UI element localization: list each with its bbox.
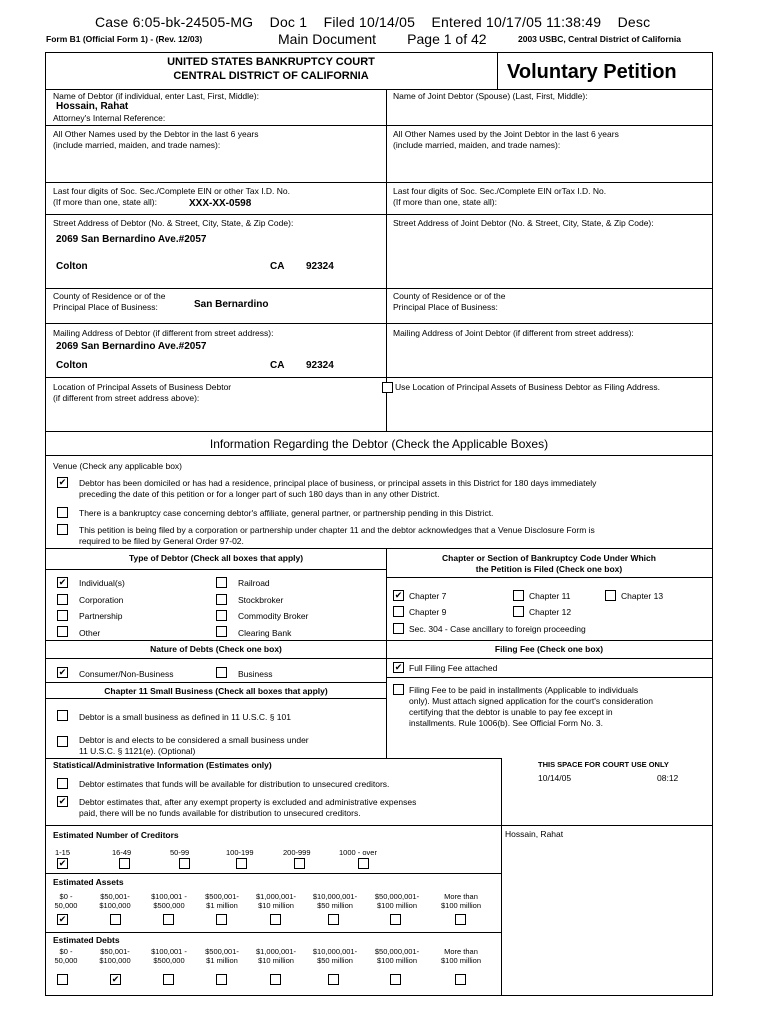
chapter-11-checkbox[interactable]: [513, 590, 524, 601]
debts-range-3: $100,001 - $500,000: [151, 947, 187, 965]
clearing-bank-checkbox[interactable]: [216, 626, 227, 637]
type-individual: Individual(s): [79, 578, 125, 588]
installment-fee-line-1: Filing Fee to be paid in installments (Applicable to individuals: [409, 685, 639, 695]
stats-checkbox-1[interactable]: [57, 778, 68, 789]
sec-304-label: Sec. 304 - Case ancillary to foreign proceeding: [409, 624, 586, 634]
type-partnership: Partnership: [79, 611, 123, 621]
mailing-label: Mailing Address of Debtor (if different from street address):: [53, 328, 274, 338]
creditors-range-4: 100-199: [226, 848, 254, 857]
sec-304-checkbox[interactable]: [393, 623, 404, 634]
debts-title: Estimated Debts: [53, 935, 120, 945]
joint-county-label-1: County of Residence or of the: [393, 291, 506, 301]
small-business-item-2b: 11 U.S.C. § 1121(e). (Optional): [79, 746, 196, 756]
venue-3-line-a: This petition is being filed by a corporation or partnership under chapter 11 and the debtor acknowledges that a Venue Disclosure Form is: [79, 525, 595, 535]
other-names-label-2: (include married, maiden, and trade names):: [53, 140, 221, 150]
stats-checkbox-2[interactable]: [57, 796, 68, 807]
venue-3-line-b: required to be filed by General Order 97-02.: [79, 536, 244, 546]
business-checkbox[interactable]: [216, 667, 227, 678]
small-business-title: Chapter 11 Small Business (Check all boxes that apply): [104, 686, 328, 696]
case-header-line2: Main Document Page 1 of 42: [278, 31, 487, 47]
debts-range-8: More than $100 million: [440, 947, 482, 965]
other-checkbox[interactable]: [57, 626, 68, 637]
debtor-type-title: Type of Debtor (Check all boxes that apply): [128, 553, 304, 563]
debtor-city[interactable]: Colton: [56, 261, 88, 272]
partnership-checkbox[interactable]: [57, 610, 68, 621]
chapter-7-checkbox[interactable]: [393, 590, 404, 601]
debtor-ssn[interactable]: XXX-XX-0598: [189, 198, 252, 209]
court-name-line2: CENTRAL DISTRICT OF CALIFORNIA: [173, 70, 369, 82]
assets-checkbox-4[interactable]: [216, 914, 227, 925]
stockbroker-checkbox[interactable]: [216, 594, 227, 605]
attorney-ref-label: Attorney's Internal Reference:: [53, 113, 166, 123]
mailing-city[interactable]: Colton: [56, 360, 88, 371]
stats-item-2b: paid, there will be no funds available for distribution to unsecured creditors.: [79, 808, 361, 818]
street-label: Street Address of Debtor (No. & Street, City, State, & Zip Code):: [53, 218, 294, 228]
court-use-date: 10/14/05: [538, 773, 572, 783]
county-label-1: County of Residence or of the: [53, 291, 166, 301]
chapter-7-label: Chapter 7: [409, 591, 447, 601]
voluntary-petition-form: [45, 52, 713, 996]
venue-checkbox-1[interactable]: [57, 477, 68, 488]
joint-other-names-label-2: (include married, maiden, and trade names):: [393, 140, 561, 150]
venue-1-line-a: Debtor has been domiciled or has had a residence, principal place of business, or principal assets in this District for 180 days immediately: [79, 478, 597, 488]
mailing-state[interactable]: CA: [270, 360, 285, 371]
debts-checkbox-3[interactable]: [163, 974, 174, 985]
assets-checkbox-7[interactable]: [390, 914, 401, 925]
creditors-range-3: 50-99: [170, 848, 190, 857]
joint-other-names-label-1: All Other Names used by the Joint Debtor in the last 6 years: [393, 129, 619, 139]
court-use-time: 08:12: [657, 773, 679, 783]
chapter-13-label: Chapter 13: [621, 591, 664, 601]
individual-checkbox[interactable]: [57, 577, 68, 588]
type-corporation: Corporation: [79, 595, 124, 605]
creditors-checkbox-5[interactable]: [294, 858, 305, 869]
debtor-county[interactable]: San Bernardino: [194, 299, 269, 310]
venue-checkbox-2[interactable]: [57, 507, 68, 518]
assets-range-2: $50,001- $100,000: [99, 892, 131, 910]
info-section-title: Information Regarding the Debtor (Check the Applicable Boxes): [209, 437, 549, 451]
debtor-zip[interactable]: 92324: [306, 261, 334, 272]
small-business-checkbox-1[interactable]: [57, 710, 68, 721]
debts-checkbox-5[interactable]: [270, 974, 281, 985]
installment-fee-line-3: certifying that the debtor is unable to pay fee except in: [409, 707, 613, 717]
assets-range-5: $1,000,001- $10 million: [255, 892, 297, 910]
joint-name-label: Name of Joint Debtor (Spouse) (Last, First, Middle):: [393, 91, 588, 101]
venue-1-line-b: preceding the date of this petition or for a longer part of such 180 days than in any other District.: [79, 489, 440, 499]
assets-range-3: $100,001 - $500,000: [151, 892, 187, 910]
debtor-name[interactable]: Hossain, Rahat: [56, 101, 129, 112]
full-fee-checkbox[interactable]: [393, 662, 404, 673]
creditors-checkbox-4[interactable]: [236, 858, 247, 869]
debts-range-2: $50,001- $100,000: [99, 947, 131, 965]
assets-checkbox-3[interactable]: [163, 914, 174, 925]
nature-title: Nature of Debts (Check one box): [150, 644, 282, 654]
debts-range-5: $1,000,001- $10 million: [255, 947, 297, 965]
debts-range-4: $500,001- $1 million: [205, 947, 239, 965]
court-use-name: Hossain, Rahat: [505, 829, 564, 839]
form-id: Form B1 (Official Form 1) - (Rev. 12/03): [46, 34, 203, 44]
creditors-range-2: 16-49: [112, 848, 132, 857]
venue-2: There is a bankruptcy case concerning debtor's affiliate, general partner, or partnership pending in this District.: [79, 508, 494, 518]
joint-county-label-2: Principal Place of Business:: [393, 302, 498, 312]
assets-checkbox-5[interactable]: [270, 914, 281, 925]
creditors-range-1: 1-15: [55, 848, 71, 857]
location-label-2: (if different from street address above):: [53, 393, 200, 403]
type-stockbroker: Stockbroker: [238, 595, 284, 605]
chapter-13-checkbox[interactable]: [605, 590, 616, 601]
mailing-street[interactable]: 2069 San Bernardino Ave.#2057: [56, 341, 207, 352]
railroad-checkbox[interactable]: [216, 577, 227, 588]
creditors-range-6: 1000 - over: [339, 848, 377, 857]
use-location-label: Use Location of Principal Assets of Business Debtor as Filing Address.: [395, 382, 661, 392]
stats-item-1: Debtor estimates that funds will be available for distribution to unsecured creditors.: [79, 779, 390, 789]
ssn-label-1: Last four digits of Soc. Sec./Complete EIN or other Tax I.D. No.: [53, 186, 291, 196]
ssn-label-2: (If more than one, state all):: [53, 197, 157, 207]
debts-checkbox-7[interactable]: [390, 974, 401, 985]
creditors-checkbox-1[interactable]: [57, 858, 68, 869]
assets-range-4: $500,001- $1 million: [205, 892, 239, 910]
chapter-12-label: Chapter 12: [529, 607, 572, 617]
joint-mailing-label: Mailing Address of Joint Debtor (if different from street address):: [393, 328, 634, 338]
joint-street-label: Street Address of Joint Debtor (No. & Street, City, State, & Zip Code):: [393, 218, 654, 228]
type-railroad: Railroad: [238, 578, 270, 588]
debts-range-7: $50,000,001- $100 million: [374, 947, 420, 965]
debts-checkbox-8[interactable]: [455, 974, 466, 985]
small-business-item-2a: Debtor is and elects to be considered a small business under: [79, 735, 309, 745]
small-business-item-1: Debtor is a small business as defined in 11 U.S.C. § 101: [79, 712, 291, 722]
type-commodity-broker: Commodity Broker: [238, 611, 309, 621]
full-fee-label: Full Filing Fee attached: [409, 663, 498, 673]
debts-checkbox-1[interactable]: [57, 974, 68, 985]
creditors-checkbox-3[interactable]: [179, 858, 190, 869]
creditors-range-5: 200-999: [283, 848, 311, 857]
chapter-9-label: Chapter 9: [409, 607, 447, 617]
installment-fee-line-4: installments. Rule 1006(b). See Official Form No. 3.: [409, 718, 604, 728]
type-clearing-bank: Clearing Bank: [238, 628, 292, 638]
other-names-label-1: All Other Names used by the Debtor in the last 6 years: [53, 129, 259, 139]
assets-checkbox-2[interactable]: [110, 914, 121, 925]
type-other: Other: [79, 628, 101, 638]
consumer-label: Consumer/Non-Business: [79, 669, 174, 679]
debts-checkbox-6[interactable]: [328, 974, 339, 985]
small-business-checkbox-2[interactable]: [57, 736, 68, 747]
assets-range-1: $0 - 50,000: [54, 892, 78, 910]
chapter-11-label: Chapter 11: [529, 591, 571, 601]
stats-item-2a: Debtor estimates that, after any exempt property is excluded and administrative expenses: [79, 797, 417, 807]
creditors-checkbox-6[interactable]: [358, 858, 369, 869]
installment-fee-checkbox[interactable]: [393, 684, 404, 695]
mailing-zip[interactable]: 92324: [306, 360, 334, 371]
debtor-street[interactable]: 2069 San Bernardino Ave.#2057: [56, 234, 207, 245]
business-label: Business: [238, 669, 273, 679]
joint-ssn-label-1: Last four digits of Soc. Sec./Complete EIN orTax I.D. No.: [393, 186, 607, 196]
assets-checkbox-8[interactable]: [455, 914, 466, 925]
venue-checkbox-3[interactable]: [57, 524, 68, 535]
court-name-line1: UNITED STATES BANKRUPTCY COURT: [167, 56, 375, 68]
chapter-12-checkbox[interactable]: [513, 606, 524, 617]
county-label-2: Principal Place of Business:: [53, 302, 158, 312]
creditors-checkbox-2[interactable]: [119, 858, 130, 869]
stats-title: Statistical/Administrative Information (Estimates only): [53, 760, 272, 770]
assets-checkbox-1[interactable]: [57, 914, 68, 925]
location-label-1: Location of Principal Assets of Business Debtor: [53, 382, 232, 392]
commodity-broker-checkbox[interactable]: [216, 610, 227, 621]
debtor-name-label: Name of Debtor (if individual, enter Last, First, Middle):: [53, 91, 259, 101]
consumer-checkbox[interactable]: [57, 667, 68, 678]
joint-ssn-label-2: (If more than one, state all):: [393, 197, 497, 207]
assets-range-6: $10,000,001- $50 million: [312, 892, 358, 910]
case-header-line: Case 6:05-bk-24505-MG Doc 1 Filed 10/14/05 Entered 10/17/05 11:38:49 Desc: [95, 14, 651, 30]
assets-checkbox-6[interactable]: [328, 914, 339, 925]
installment-fee-line-2: only). Must attach signed application for the court's consideration: [409, 696, 654, 706]
assets-title: Estimated Assets: [53, 877, 124, 887]
debts-range-6: $10,000,001- $50 million: [312, 947, 358, 965]
debtor-state[interactable]: CA: [270, 261, 285, 272]
chapter-title-1: Chapter or Section of Bankruptcy Code Under Which: [442, 553, 656, 563]
court-use-title: THIS SPACE FOR COURT USE ONLY: [538, 760, 669, 769]
creditors-title: Estimated Number of Creditors: [53, 830, 179, 840]
usbc-label: 2003 USBC, Central District of California: [518, 34, 681, 44]
debts-checkbox-2[interactable]: [110, 974, 121, 985]
chapter-title-2: the Petition is Filed (Check one box): [475, 564, 623, 574]
corporation-checkbox[interactable]: [57, 594, 68, 605]
filing-fee-title: Filing Fee (Check one box): [494, 644, 604, 654]
debts-range-1: $0 - 50,000: [54, 947, 78, 965]
petition-title: Voluntary Petition: [507, 61, 677, 83]
chapter-9-checkbox[interactable]: [393, 606, 404, 617]
assets-range-7: $50,000,001- $100 million: [374, 892, 420, 910]
venue-label: Venue (Check any applicable box): [53, 461, 182, 471]
assets-range-8: More than $100 million: [440, 892, 482, 910]
use-location-checkbox[interactable]: [382, 382, 393, 393]
debts-checkbox-4[interactable]: [216, 974, 227, 985]
